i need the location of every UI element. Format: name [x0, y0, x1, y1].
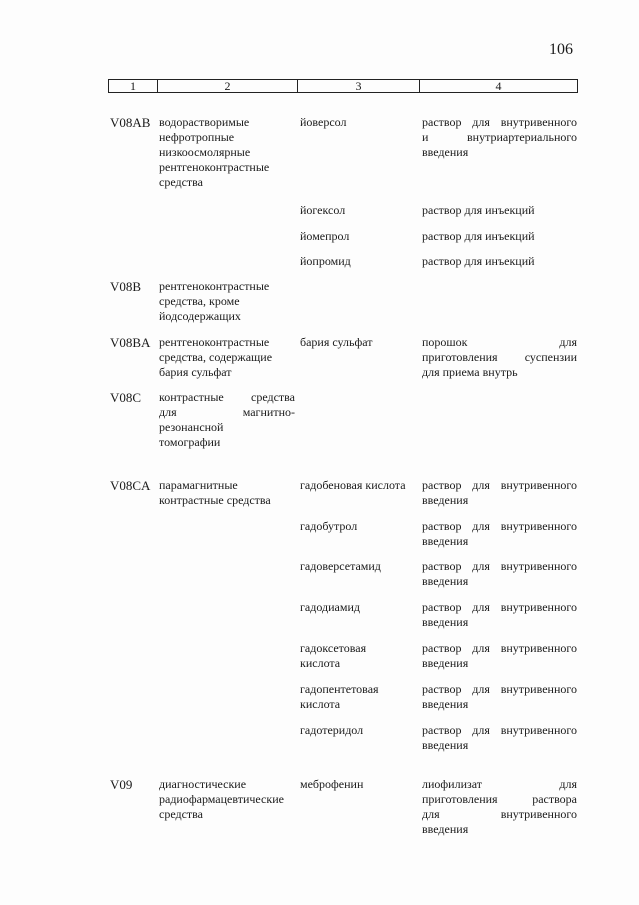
- group-name-cell: [159, 335, 295, 380]
- dosage-form-cell: [422, 478, 577, 508]
- drug-name-cell: [300, 254, 418, 269]
- cell-line: йодсодержащих: [159, 309, 241, 323]
- cell-line: раствор для инъекций: [422, 254, 535, 268]
- cell-line: средства, кроме: [159, 294, 240, 308]
- cell-line: раствор для внутривенного: [422, 519, 577, 533]
- drug-name-cell: [300, 600, 418, 615]
- atc-code-cell: V08BA: [110, 335, 151, 350]
- drug-name-cell: [300, 478, 418, 493]
- cell-line: резонансной: [159, 420, 224, 434]
- cell-line: кислота: [300, 697, 341, 711]
- group-name-cell: [159, 390, 295, 450]
- drug-name-cell: [300, 203, 418, 218]
- cell-line: раствор для внутривенного: [422, 478, 577, 492]
- cell-line: раствор для внутривенного: [422, 641, 577, 655]
- drug-name-cell: [300, 777, 418, 792]
- cell-line: бария сульфат: [300, 335, 373, 349]
- column-header-3: 3: [297, 80, 419, 92]
- cell-line: томографии: [159, 435, 221, 449]
- cell-line: приготовления суспензии: [422, 350, 577, 364]
- column-header-2: 2: [157, 80, 297, 92]
- cell-line: раствор для внутривенного: [422, 115, 577, 129]
- cell-line: введения: [422, 574, 469, 588]
- cell-line: для магнитно-: [159, 405, 295, 419]
- atc-code-cell: V08AB: [110, 115, 151, 130]
- drug-name-cell: [300, 229, 418, 244]
- cell-line: средства: [159, 175, 204, 189]
- cell-line: для приема внутрь: [422, 365, 518, 379]
- dosage-form-cell: [422, 115, 577, 160]
- atc-code-cell: V08C: [110, 390, 142, 405]
- drug-name-cell: [300, 723, 418, 738]
- cell-line: гадотеридол: [300, 723, 364, 737]
- group-name-cell: [159, 279, 295, 324]
- drug-name-cell: [300, 335, 418, 350]
- cell-line: гадобеновая кислота: [300, 478, 406, 492]
- dosage-form-cell: [422, 335, 577, 380]
- dosage-form-cell: [422, 723, 577, 753]
- cell-line: введения: [422, 493, 469, 507]
- atc-code-cell: V09: [110, 777, 133, 792]
- cell-line: бария сульфат: [159, 365, 232, 379]
- cell-line: контрастные средства: [159, 390, 295, 404]
- cell-line: гадопентетовая: [300, 682, 379, 696]
- cell-line: йопромид: [300, 254, 351, 268]
- cell-line: йоверсол: [300, 115, 347, 129]
- dosage-form-cell: [422, 203, 577, 218]
- dosage-form-cell: [422, 229, 577, 244]
- dosage-form-cell: [422, 682, 577, 712]
- cell-line: низкоосмолярные: [159, 145, 251, 159]
- column-header-4: 4: [419, 80, 577, 92]
- cell-line: раствор для внутривенного: [422, 600, 577, 614]
- cell-line: раствор для внутривенного: [422, 559, 577, 573]
- atc-code-cell: V08CA: [110, 478, 151, 493]
- drug-name-cell: [300, 519, 418, 534]
- cell-line: введения: [422, 145, 469, 159]
- cell-line: раствор для инъекций: [422, 229, 535, 243]
- cell-line: гадоверсетамид: [300, 559, 381, 573]
- cell-line: парамагнитные: [159, 478, 238, 492]
- cell-line: введения: [422, 738, 469, 752]
- page-number: 106: [549, 41, 573, 58]
- cell-line: введения: [422, 656, 469, 670]
- cell-line: введения: [422, 534, 469, 548]
- cell-line: рентгеноконтрастные: [159, 335, 270, 349]
- cell-line: нефротропные: [159, 130, 235, 144]
- cell-line: йомепрол: [300, 229, 350, 243]
- cell-line: порошок для: [422, 335, 577, 349]
- cell-line: для внутривенного: [422, 807, 577, 821]
- drug-name-cell: [300, 559, 418, 574]
- drug-name-cell: [300, 115, 418, 130]
- cell-line: лиофилизат для: [422, 777, 577, 791]
- cell-line: йогексол: [300, 203, 346, 217]
- cell-line: рентгеноконтрастные: [159, 160, 270, 174]
- cell-line: гадоксетовая: [300, 641, 367, 655]
- dosage-form-cell: [422, 254, 577, 269]
- cell-line: гадодиамид: [300, 600, 360, 614]
- table-header-row: [108, 79, 578, 93]
- cell-line: введения: [422, 822, 469, 836]
- cell-line: введения: [422, 615, 469, 629]
- cell-line: меброфенин: [300, 777, 364, 791]
- dosage-form-cell: [422, 519, 577, 549]
- cell-line: раствор для инъекций: [422, 203, 535, 217]
- cell-line: радиофармацевтические: [159, 792, 284, 806]
- atc-code-cell: V08B: [110, 279, 142, 294]
- group-name-cell: [159, 115, 295, 190]
- column-header-1: 1: [130, 79, 136, 93]
- cell-line: рентгеноконтрастные: [159, 279, 270, 293]
- cell-line: кислота: [300, 656, 341, 670]
- dosage-form-cell: [422, 641, 577, 671]
- cell-line: раствор для внутривенного: [422, 682, 577, 696]
- cell-line: водорастворимые: [159, 115, 250, 129]
- group-name-cell: [159, 478, 295, 508]
- cell-line: гадобутрол: [300, 519, 358, 533]
- cell-line: средства: [159, 807, 204, 821]
- drug-name-cell: [300, 682, 418, 712]
- cell-line: приготовления раствора: [422, 792, 577, 806]
- group-name-cell: [159, 777, 295, 822]
- drug-name-cell: [300, 641, 418, 671]
- dosage-form-cell: [422, 559, 577, 589]
- cell-line: раствор для внутривенного: [422, 723, 577, 737]
- cell-line: контрастные средства: [159, 493, 271, 507]
- cell-line: введения: [422, 697, 469, 711]
- cell-line: диагностические: [159, 777, 247, 791]
- cell-line: и внутриартериального: [422, 130, 577, 144]
- dosage-form-cell: [422, 600, 577, 630]
- dosage-form-cell: [422, 777, 577, 837]
- cell-line: средства, содержащие: [159, 350, 273, 364]
